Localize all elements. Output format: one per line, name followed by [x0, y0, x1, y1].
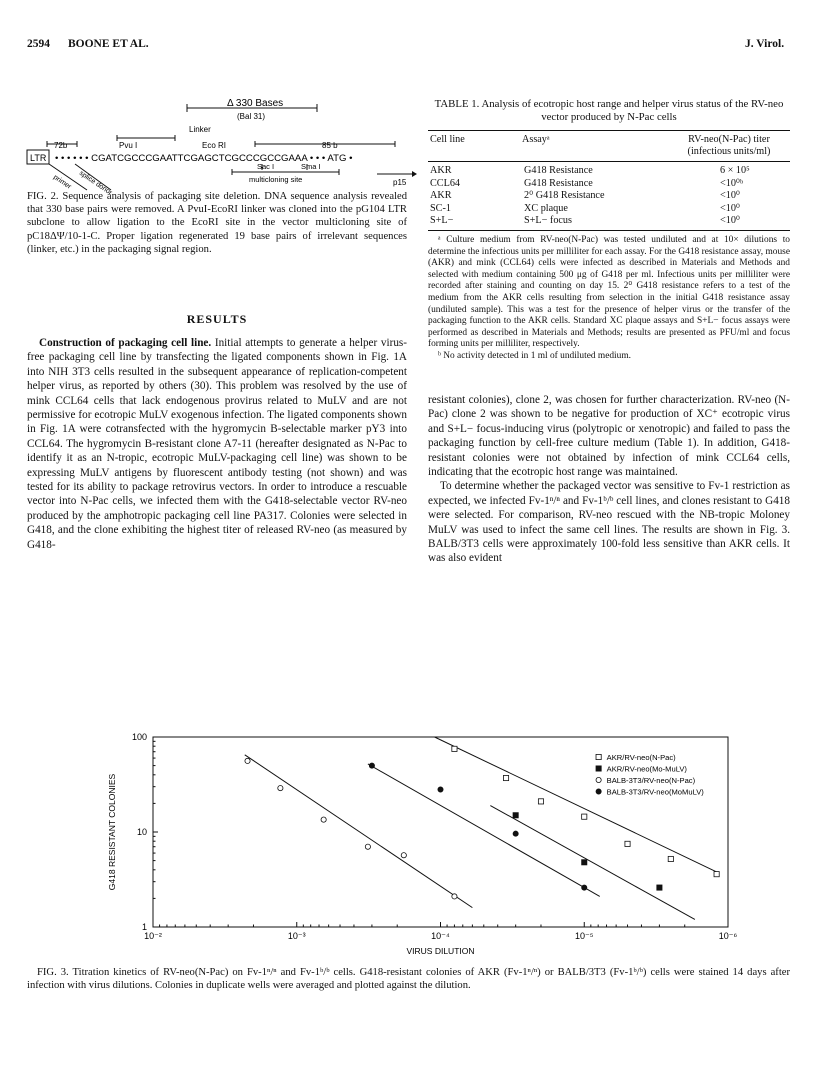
x-tick-label: 10⁻⁶: [718, 931, 738, 941]
fig2-smai-label: Sma I: [301, 162, 321, 171]
legend-label: AKR/RV-neo(N-Pac): [606, 753, 676, 762]
data-point-series-3: [365, 844, 370, 849]
page-number: 2594: [27, 38, 50, 50]
fig3-caption: [27, 966, 790, 992]
results-column-left: [27, 336, 407, 552]
legend-marker: [596, 754, 601, 759]
legend-marker: [596, 777, 601, 782]
journal-name: J. Virol.: [745, 38, 785, 50]
table1: [428, 165, 790, 228]
table-cell: S+L− focus: [524, 215, 572, 227]
data-point-series-2: [657, 885, 662, 890]
table1-header-titer: RV-neo(N-Pac) titer: [688, 134, 770, 145]
x-tick-label: 10⁻²: [144, 931, 162, 941]
results-column-right: [428, 393, 790, 566]
fig3-x-axis-label: VIRUS DILUTION: [406, 946, 475, 956]
fit-line-series-3: [245, 755, 473, 908]
fig2-ecori-label: Eco RI: [202, 141, 227, 150]
legend-marker: [596, 766, 601, 771]
data-point-series-3: [245, 758, 250, 763]
table-cell: XC plaque: [524, 202, 568, 214]
data-point-series-4: [582, 885, 587, 890]
fig3-axis-ticks: [132, 732, 738, 941]
table1-footnote-b: ᵇ No activity detected in 1 ml of undiluted medium.: [438, 350, 631, 361]
data-point-series-1: [714, 872, 719, 877]
fig2-caption: [27, 190, 407, 256]
table-cell: AKR: [430, 190, 452, 202]
fig2-ltr-box: LTR: [30, 153, 47, 163]
results-paragraph-3: To determine whether the packaged vector was sensitive to Fv-1 restriction as expected, we infected Fv-1ⁿ/ⁿ and Fv-1ᵇ/ᵇ cell lines, and clones resistant to G418 were selected. For comparison, RV-neo rescued with the NB-tropic Moloney MuLV was used to infect the same cell lines. The results are shown in Fig. 3. BALB/3T3 cells were approximately 100-fold less sensitive than AKR cells. It was also evident: [428, 480, 790, 565]
data-point-series-1: [582, 814, 587, 819]
legend-label: AKR/RV-neo(Mo-MuLV): [606, 764, 687, 774]
fig2-linker-label: Linker: [189, 125, 211, 134]
fig2-saci-label: Sac I: [257, 162, 275, 171]
results-subheading: Construction of packaging cell line.: [39, 337, 212, 349]
fig3-y-axis-label: G418 RESISTANT COLONIES: [107, 773, 117, 891]
data-point-series-3: [401, 853, 406, 858]
table-cell: <10⁰: [720, 215, 741, 227]
x-tick-label: 10⁻⁵: [575, 931, 594, 941]
table-cell: 6 × 10⁵: [720, 165, 750, 176]
fig3-legend: [596, 753, 704, 797]
legend-marker: [596, 789, 601, 794]
fig2-pvui-label: Pvu I: [119, 141, 138, 150]
table-cell: G418 Resistance: [524, 165, 593, 176]
data-point-series-1: [625, 841, 630, 846]
fig2-caption-text: Sequence analysis of packaging site deletion. DNA sequence analysis revealed that 330 base pairs were removed. A PvuI-EcoRI linker was cloned into the pG104 LTR subclone to allow ligation to the EcoRI site in the vector multicloning site of pC18ΔΨ/10-1-C. Proper ligation regenerated 19 base pairs of irrelevant sequences (linker, etc.) in the packaging signal region.: [27, 191, 408, 255]
data-point-series-3: [278, 785, 283, 790]
table1-footnote-a: ᵃ Culture medium from RV-neo(N-Pac) was tested undiluted and at 10× dilutions to determine the infectious units per milliliter for each assay. For the G418 resistance assay, mouse (AKR) and mink (CCL64) cells were infected as described in Materials and Methods and selected with medium containing 500 μg of G418 per ml. Infectious units per milliliter were recorded after staining and counting on day 15. 2⁰ G418 resistance refers to a test of the medium from the AKR cells resulting from selection in the initial G418 resistance assay (undiluted sample). This was a test for the presence of helper virus or the transfer of the packaging function to the AKR cells. Standard XC plaque assays and S+L− focus assays were performed as described in Materials and Methods; results are presented as PFU/ml and focus forming units per milliliter, respectively.: [428, 235, 790, 350]
table-cell: AKR: [430, 165, 452, 176]
table1-title: TABLE 1. Analysis of ecotropic host range and helper virus status of the RV-neo vector produced by N-Pac cells: [434, 98, 784, 123]
fig2-72b-label: 72b: [54, 141, 68, 150]
y-tick-label: 1: [141, 922, 147, 932]
table-cell: SC-1: [430, 202, 451, 214]
results-paragraph-2: resistant colonies), clone 2, was chosen for further characterization. RV-neo (N-Pac) clone 2 was shown to be negative for production of XC⁺ ecotropic virus and S+L− focus-inducing virus (polytropic or xenotropic) and failed to pass the packaging function by cell-free culture medium (Table 1). In addition, G418-resistant colonies were not obtained by infection of mink CCL64 cells, indicating that the ecotropic host range was maintained.: [428, 394, 790, 479]
fit-line-series-4: [368, 764, 600, 896]
fit-line-series-2: [490, 806, 695, 920]
fig3-caption-text: Titration kinetics of RV-neo(N-Pac) on Fv-1ⁿ/ⁿ and Fv-1ᵇ/ᵇ cells. G418-resistant colonies of AKR (Fv-1ⁿ/ⁿ) or BALB/3T3 (Fv-1ᵇ/ᵇ) cells were stained 14 days after infection with virus dilutions. Colonies in duplicate wells were averaged and plotted against the dilution.: [27, 967, 791, 992]
legend-label: BALB-3T3/RV-neo(N-Pac): [606, 776, 696, 785]
table-row: [428, 190, 790, 203]
table-cell: CCL64: [430, 177, 461, 189]
table-cell: <10⁰ᵇ: [720, 177, 744, 189]
data-point-series-3: [321, 817, 326, 822]
fig2-85b-label: 85 b: [322, 141, 338, 150]
fig2-deletion-label: Δ 330 Bases: [227, 98, 284, 109]
running-authors: BOONE ET AL.: [68, 38, 149, 50]
legend-label: BALB-3T3/RV-neo(MoMuLV): [606, 787, 704, 797]
table-cell: <10⁰: [720, 190, 741, 202]
table-cell: 2⁰ G418 Resistance: [524, 190, 605, 202]
table-cell: <10⁰: [720, 202, 741, 214]
table1-header-cell-line: Cell line: [430, 134, 465, 145]
fig2-primer-label: primer: [51, 173, 73, 191]
results-heading: RESULTS: [186, 312, 248, 326]
fig2-sequence: • • • • • • CGATCGCCCGAATTCGAGCTCGCCCGCCGAAA • • • ATG •: [55, 153, 353, 164]
table1-footnotes: [428, 235, 790, 363]
table1-header-units: (infectious units/ml): [687, 146, 771, 157]
data-point-series-1: [452, 746, 457, 751]
data-point-series-1: [503, 775, 508, 780]
results-paragraph-1: Initial attempts to generate a helper virus-free packaging cell line by transfecting the ligated components shown in Fig. 1A into NIH 3T3 cells resulted in the subsequent appearance of replication-competent helper virus, as reported by others (30). This problem was resolved by the use of mink CCL64 cells that lack endogenous provirus related to MuLV and are not permissive for ecotropic MuLV exogenous infection. The ligated components shown in Fig. 1A were cotransfected with the hygromycin B-selectable marker pY3 into CCL64. The hygromycin B-resistant clone A7-11 (hereafter designated as N-Pac to identify it as an N-tropic, ecotropic MuLV-packaging cell line) was shown to be expressing MuLV antigens by fluorescent antibody testing (not shown) and was tested for its ability to package retrovirus vectors. In order to introduce a rescuable vector into N-Pac cells, we infected them with the G418-selectable vector RV-neo produced by the amphotropic packaging cell line PA317. Colonies were selected in G418, and the clone exhibiting the highest titer of released RV-neo (as measured by G418-: [27, 337, 407, 551]
data-point-series-4: [513, 831, 518, 836]
fig3-caption-title: FIG. 3.: [37, 967, 69, 978]
table-row: [428, 203, 790, 216]
data-point-series-3: [452, 894, 457, 899]
table-cell: S+L−: [430, 215, 454, 227]
table-row: [428, 165, 790, 178]
table-row: [428, 178, 790, 191]
data-point-series-1: [538, 799, 543, 804]
data-point-series-2: [582, 860, 587, 865]
fig3-chart: [95, 732, 755, 957]
table-cell: G418 Resistance: [524, 177, 593, 189]
fig2-bal31-label: (Bal 31): [237, 112, 266, 121]
data-point-series-1: [668, 856, 673, 861]
fig2-p15-label: p15: [393, 178, 407, 187]
data-point-series-4: [438, 787, 443, 792]
fig2-multicloning-label: multicloning site: [249, 175, 303, 184]
y-tick-label: 100: [131, 732, 147, 742]
table1-header-assay: Assayᵃ: [522, 134, 550, 145]
table-row: [428, 215, 790, 228]
data-point-series-4: [369, 763, 374, 768]
y-tick-label: 10: [136, 827, 147, 837]
fig2-caption-title: FIG. 2.: [27, 191, 59, 202]
x-tick-label: 10⁻³: [287, 931, 306, 941]
fig2-splice-label: splice donor: [77, 169, 114, 197]
data-point-series-2: [513, 813, 518, 818]
x-tick-label: 10⁻⁴: [431, 931, 450, 941]
